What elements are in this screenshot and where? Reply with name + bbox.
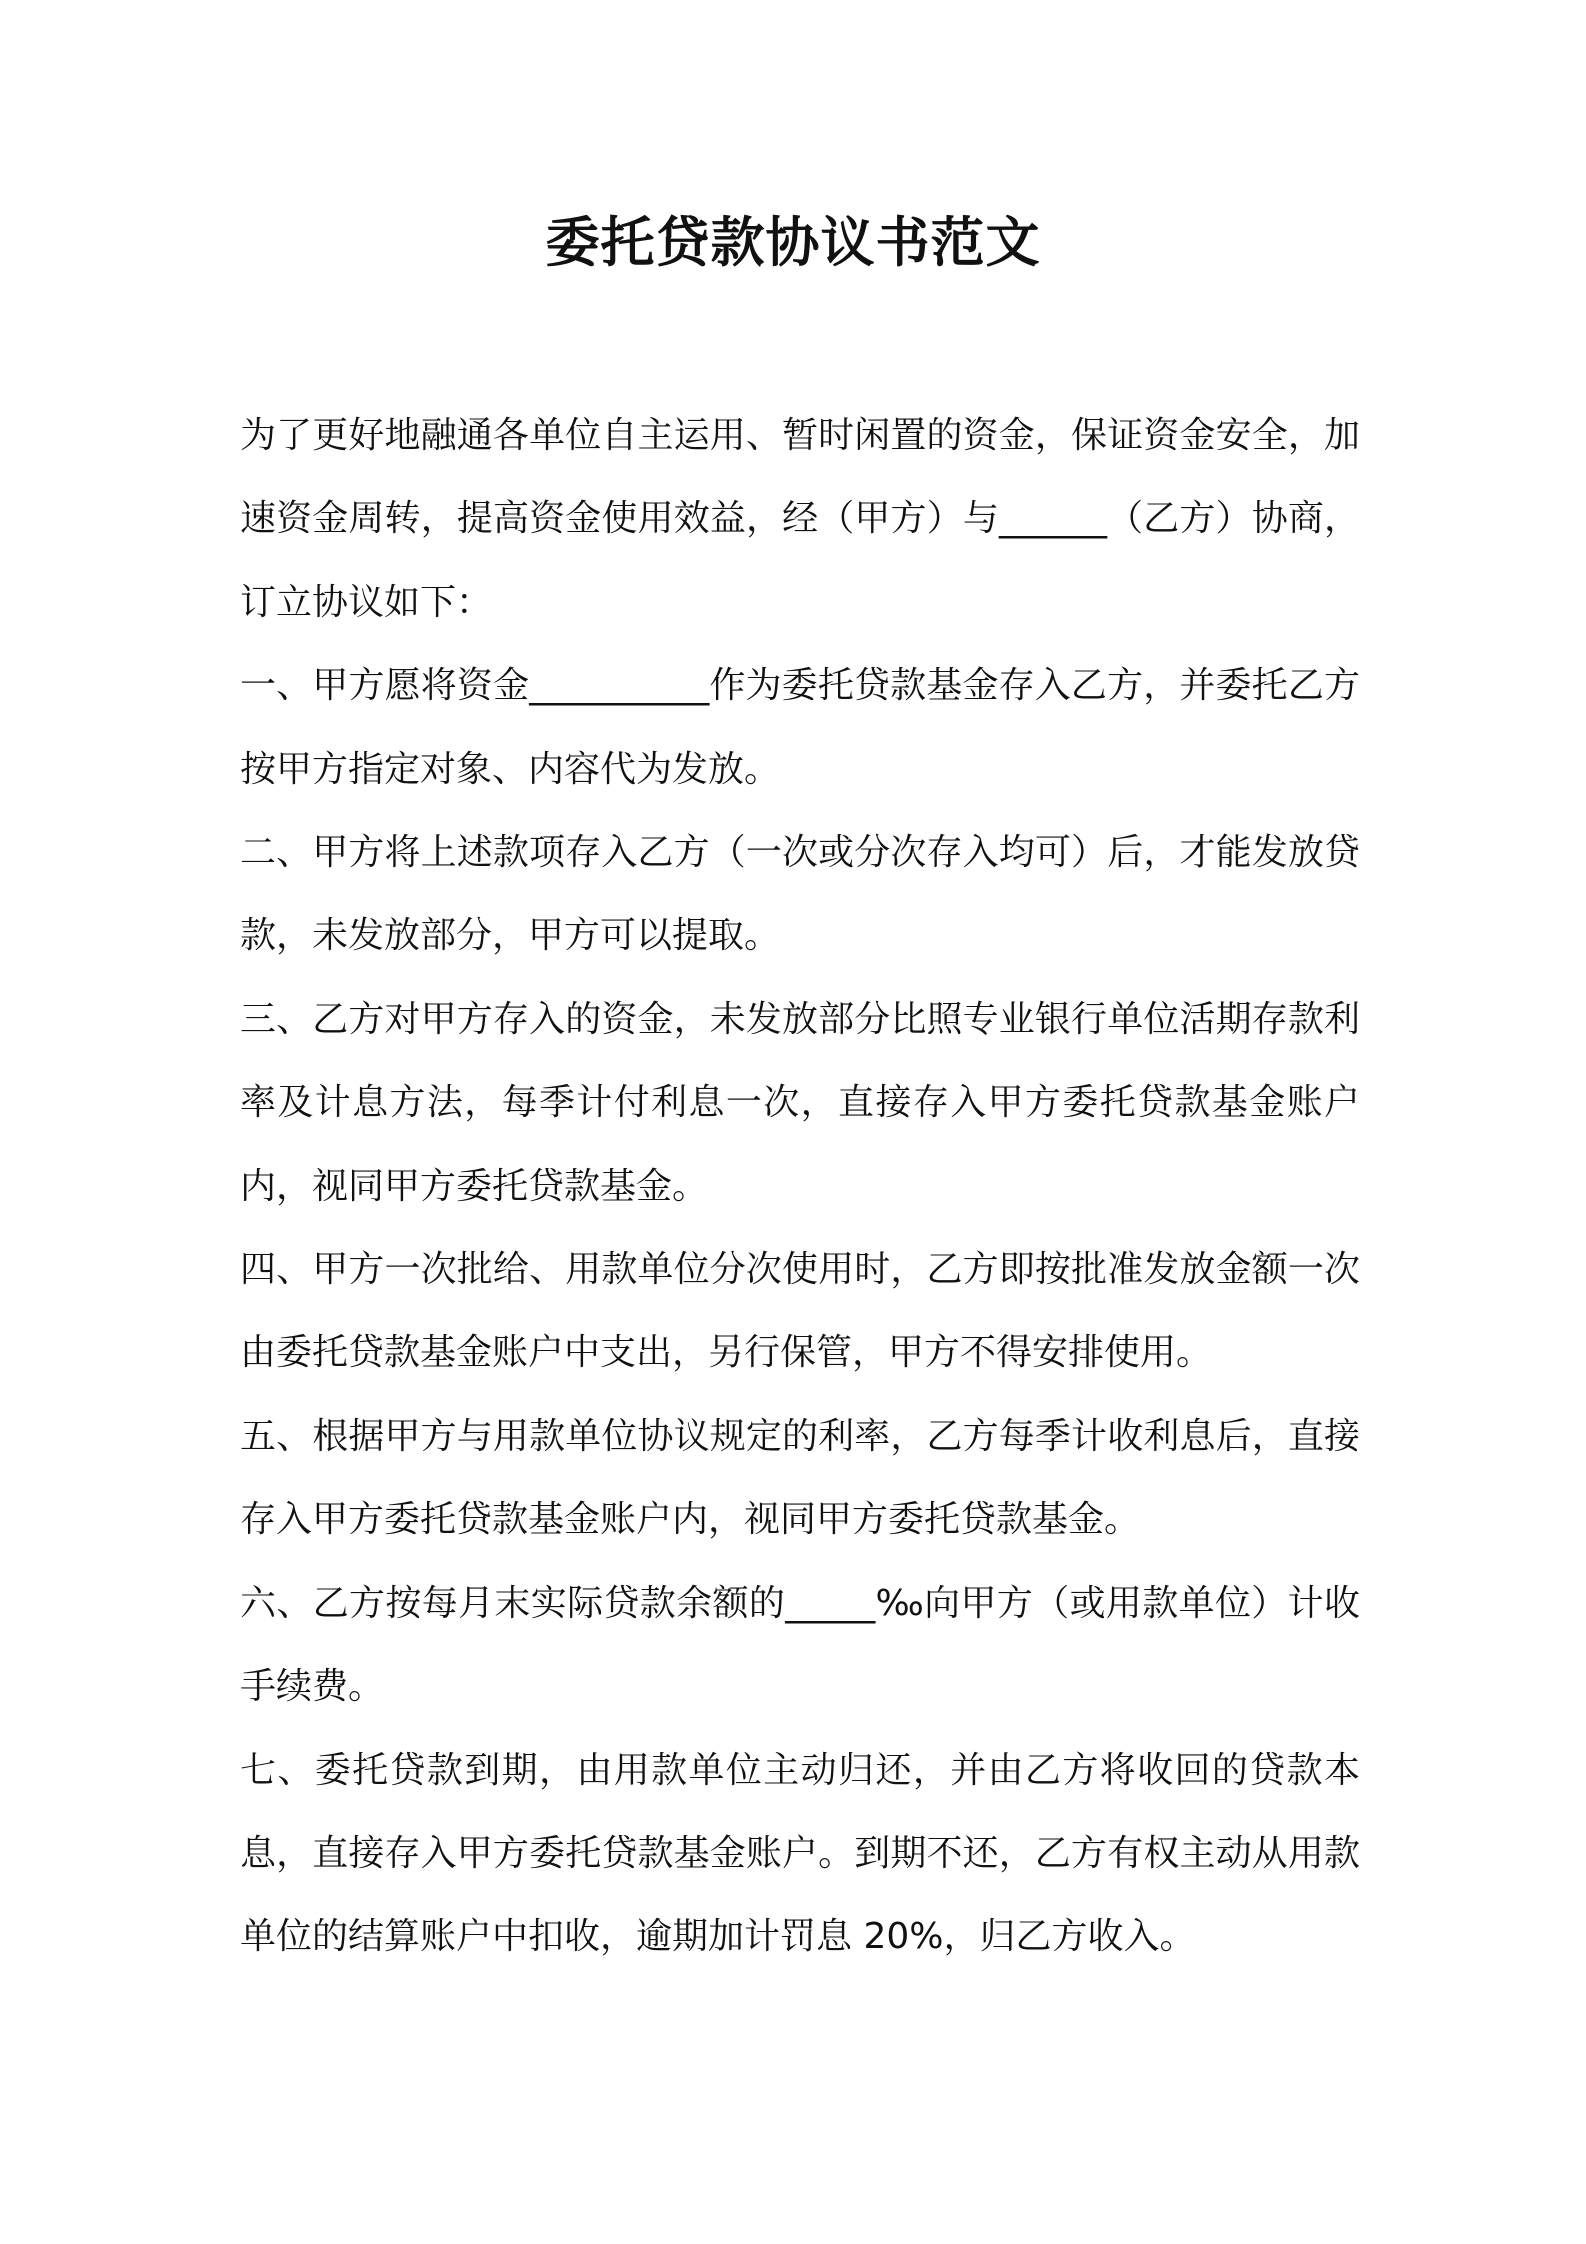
intro-paragraph: 为了更好地融通各单位自主运用、暂时闲置的资金，保证资金安全，加速资金周转，提高资金使用效益，经（甲方）与______（乙方）协商，订立协议如下： — [240, 415, 1360, 623]
clause-7-paragraph: 七、委托贷款到期，由用款单位主动归还，并由乙方将收回的贷款本息，直接存入甲方委托贷款基金账户。到期不还，乙方有权主动从用款单位的结算账户中扣收，逾期加计罚息 20%，归乙方收入。 — [240, 1749, 1360, 1958]
clause-4-paragraph: 四、甲方一次批给、用款单位分次使用时，乙方即按批准发放金额一次由委托贷款基金账户中支出，另行保管，甲方不得安排使用。 — [240, 1249, 1360, 1374]
document-title: 委托贷款协议书范文 — [545, 211, 1041, 274]
clause-1-paragraph: 一、甲方愿将资金__________作为委托贷款基金存入乙方，并委托乙方按甲方指定对象、内容代为发放。 — [240, 665, 1360, 790]
clause-3-paragraph: 三、乙方对甲方存入的资金，未发放部分比照专业银行单位活期存款利率及计息方法，每季计付利息一次，直接存入甲方委托贷款基金账户内，视同甲方委托贷款基金。 — [240, 998, 1360, 1207]
clause-6-paragraph: 六、乙方按每月末实际贷款余额的_____‰向甲方（或用款单位）计收手续费。 — [240, 1582, 1360, 1708]
clause-2-paragraph: 二、甲方将上述款项存入乙方（一次或分次存入均可）后，才能发放贷款，未发放部分，甲方可以提取。 — [240, 832, 1360, 957]
document-body — [240, 394, 1360, 1979]
clause-5-paragraph: 五、根据甲方与用款单位协议规定的利率，乙方每季计收利息后，直接存入甲方委托贷款基金账户内，视同甲方委托贷款基金。 — [240, 1415, 1360, 1541]
